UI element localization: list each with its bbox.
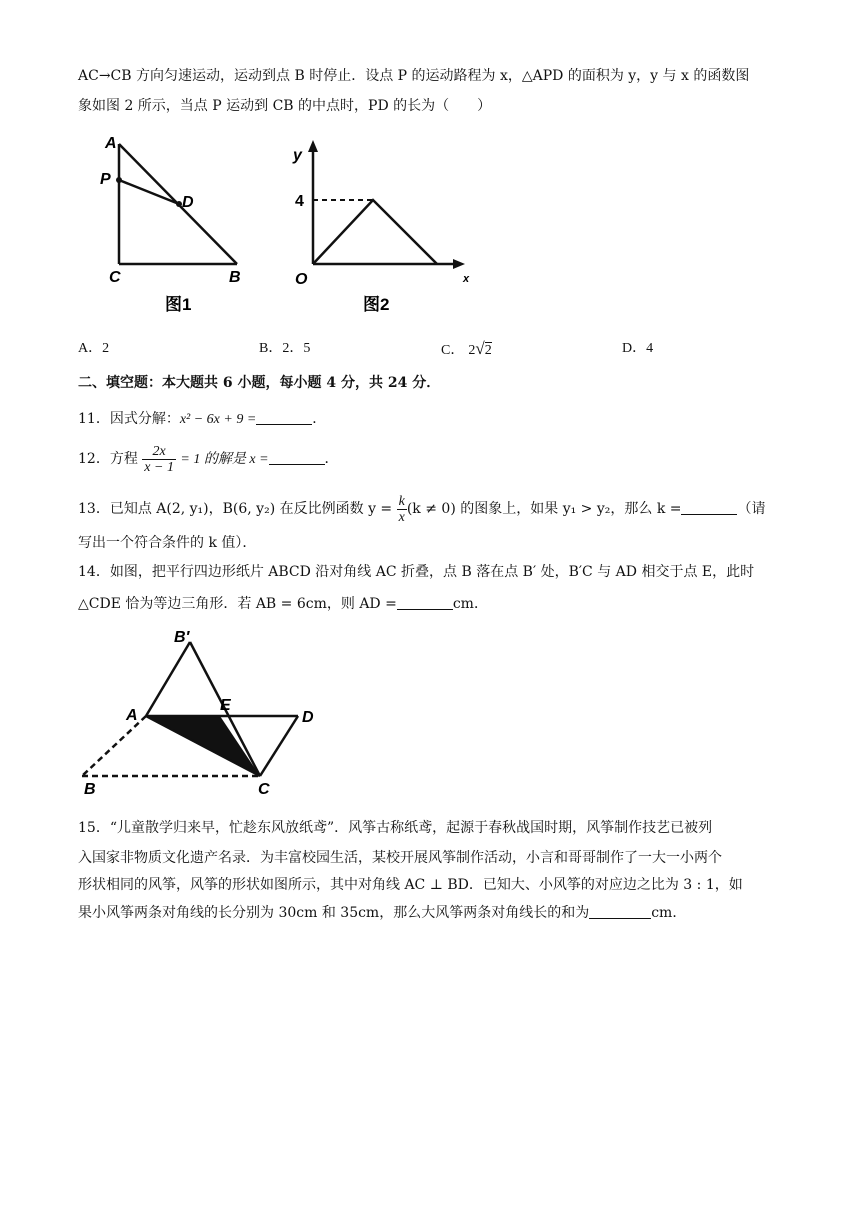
fig1-label-b: B [229, 269, 241, 286]
fig1-label-c: C [109, 269, 121, 286]
q13-part-a: 13．已知点 A(2, y₁)，B(6, y₂) 在反比例函数 y = [78, 501, 393, 517]
q12-answer-blank[interactable] [269, 450, 325, 465]
section-2-title: 二、填空题：本大题共 6 小题，每小题 4 分，共 24 分． [78, 375, 441, 391]
q15-part-b: cm． [651, 905, 687, 921]
q14-label-d: D [302, 709, 314, 726]
q13-answer-blank[interactable] [681, 500, 737, 515]
figure-q14 [78, 628, 338, 798]
option-c: C． 2√2 [441, 339, 492, 358]
fig1-point-p [116, 177, 122, 183]
q12-fraction [142, 444, 176, 475]
q12-mid: = 1 的解是 x = [180, 452, 269, 467]
option-a: A．2 [78, 341, 110, 356]
fig1-label-p: P [100, 171, 111, 188]
q14-answer-blank[interactable] [397, 595, 453, 610]
option-b: B．2．5 [259, 341, 311, 356]
q14-label-a: A [126, 707, 138, 724]
q14-label-c: C [258, 781, 270, 798]
fig2-graph [313, 200, 437, 264]
q15-line2: 入国家非物质文化遗产名录．为丰富校园生活，某校开展风筝制作活动，小言和哥哥制作了一大一小两个 [78, 850, 722, 866]
q12-prefix: 12．方程 [78, 451, 138, 467]
q12-denominator: x − 1 [144, 459, 174, 475]
q10-line1: AC→CB 方向匀速运动，运动到点 B 时停止．设点 P 的运动路程为 x，△APD 的面积为 y，y 与 x 的函数图 [78, 68, 750, 84]
figure-2 [285, 138, 485, 313]
q14-part-a: △CDE 恰为等边三角形．若 AB = 6cm，则 AD = [78, 596, 397, 612]
fig2-label-4: 4 [295, 193, 304, 210]
fig1-segment-pd [119, 180, 179, 204]
q11-answer-blank[interactable] [256, 410, 312, 425]
q14-label-b: B [84, 781, 96, 798]
q14-segment-ab-dashed [82, 716, 146, 776]
q11-prefix: 11．因式分解： [78, 411, 180, 427]
q14-segment-ab-prime [146, 642, 190, 716]
q11-suffix: ． [312, 411, 327, 427]
q14-line2 [78, 594, 488, 614]
q13-fraction [397, 494, 407, 525]
fig2-caption: 图2 [363, 295, 390, 313]
q10-line2: 象如图 2 所示，当点 P 运动到 CB 的中点时，PD 的长为（ ） [78, 98, 492, 114]
q15-line4 [78, 903, 686, 923]
fig1-label-a: A [105, 135, 117, 152]
option-c-radicand: 2 [484, 343, 492, 358]
q12-numerator: 2x [142, 444, 176, 460]
q13-numerator: k [398, 493, 405, 509]
q15-line1: 15．“儿童散学归来早，忙趁东风放纸鸢”．风筝古称纸鸢，起源于春秋战国时期，风筝制作技艺已被列 [78, 820, 713, 836]
q12-suffix: ． [324, 451, 339, 467]
q13-part-c: （请 [737, 501, 766, 517]
q13-line1 [78, 492, 765, 526]
fig2-label-o: O [295, 271, 308, 288]
q13-part-b: (k ≠ 0) 的图象上，如果 y₁ > y₂，那么 k = [406, 501, 682, 517]
fig2-label-y: y [293, 147, 302, 164]
option-c-coef: 2 [468, 343, 476, 358]
q15-line3: 形状相同的风筝，风筝的形状如图所示，其中对角线 AC ⊥ BD．已知大、小风筝的对应边之比为 3 : 1，如 [78, 877, 743, 893]
q15-part-a: 果小风筝两条对角线的长分别为 30cm 和 35cm，那么大风筝两条对角线长的和为 [78, 905, 590, 921]
q13-line2: 写出一个符合条件的 k 值）． [78, 535, 257, 551]
q14-segment-dc [260, 716, 298, 776]
fig1-caption: 图1 [165, 295, 192, 312]
fig2-y-arrow [308, 140, 318, 152]
q12 [78, 442, 339, 477]
option-c-label: C． [441, 343, 465, 358]
q11 [78, 409, 326, 430]
fig2-label-x: x [463, 273, 470, 285]
q15-answer-blank[interactable] [589, 904, 651, 919]
fig2-x-arrow [453, 259, 465, 269]
q13-denominator: x [398, 509, 405, 525]
q14-label-b-prime: B′ [174, 629, 190, 646]
q14-part-b: cm． [452, 596, 488, 612]
figure-1 [95, 132, 255, 312]
q11-expr: x² − 6x + 9 = [179, 412, 257, 427]
fig1-label-d: D [182, 194, 194, 211]
option-d: D．4 [622, 341, 654, 356]
q14-label-e: E [220, 697, 231, 714]
q14-line1: 14．如图，把平行四边形纸片 ABCD 沿对角线 AC 折叠，点 B 落在点 B′ 处，B′C 与 AD 相交于点 E，此时 [78, 564, 755, 580]
